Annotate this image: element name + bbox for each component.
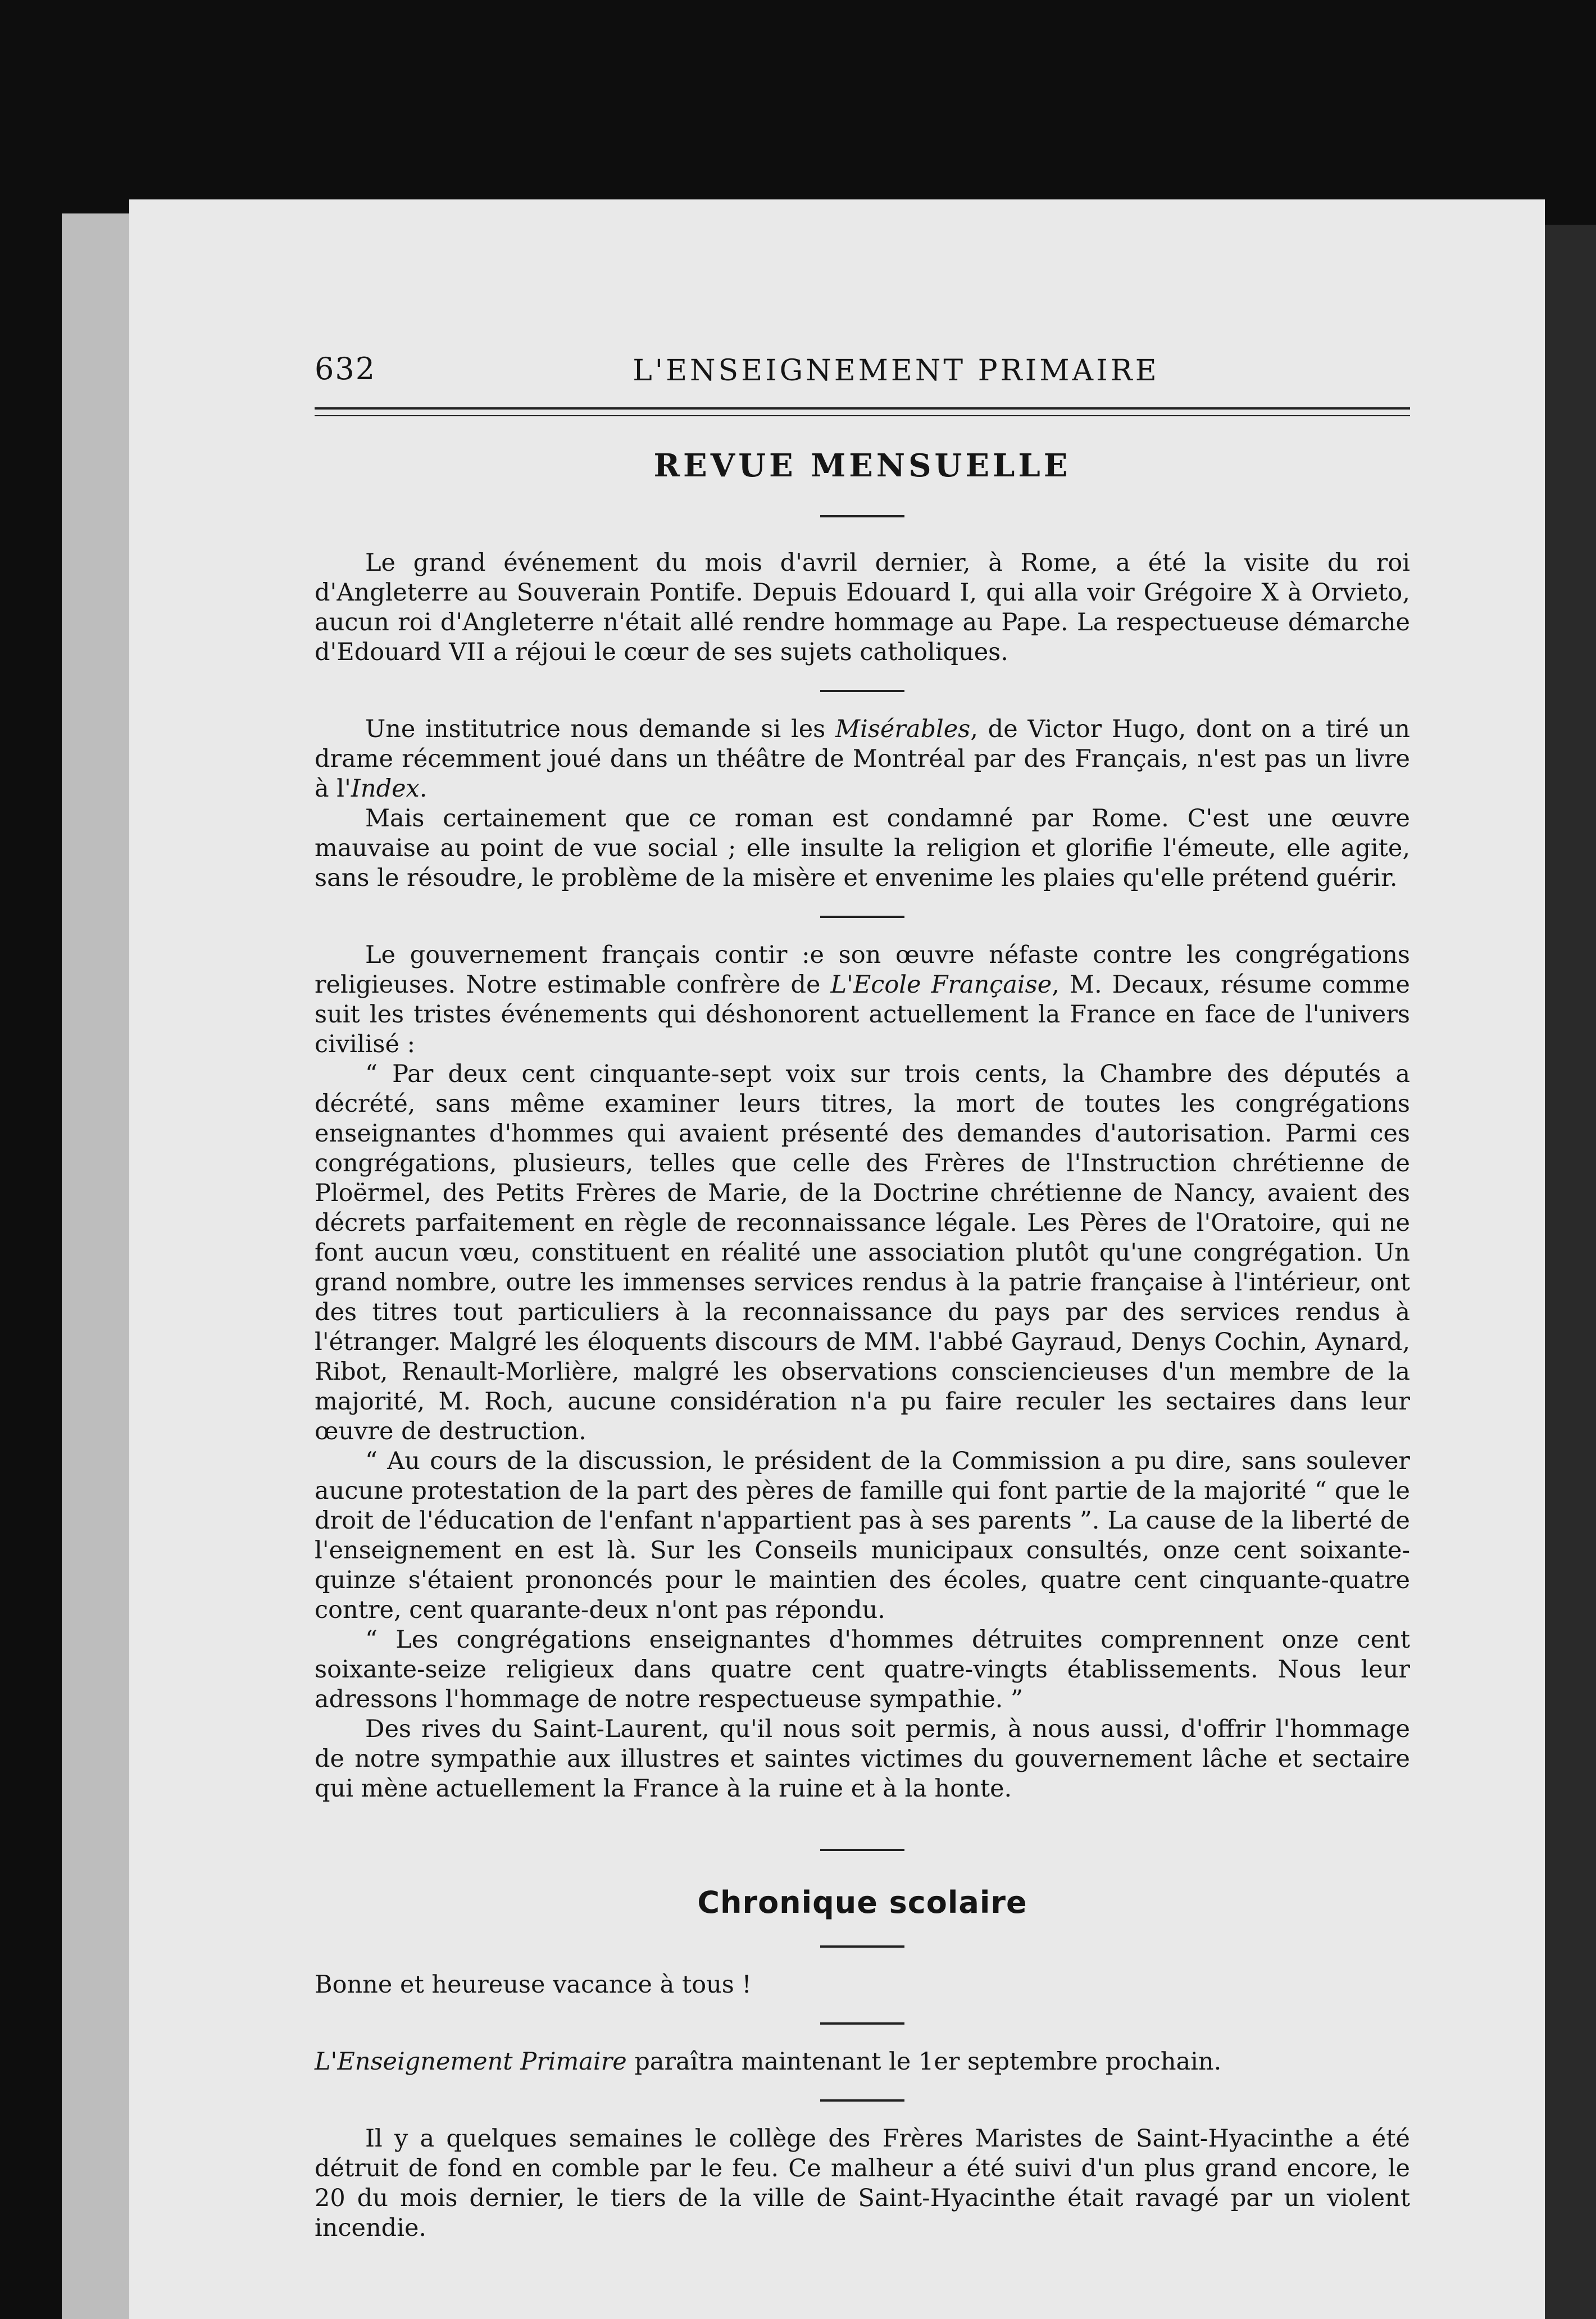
revue-title: REVUE MENSUELLE xyxy=(653,447,1071,484)
section-divider xyxy=(820,916,904,918)
chronique-paragraph-2 xyxy=(315,2047,1410,2077)
section-divider xyxy=(820,1945,904,1948)
text-run: paraîtra maintenant le 1er septembre prochain. xyxy=(626,2048,1222,2076)
header-rule xyxy=(315,407,1410,416)
chronique-paragraph-1: Bonne et heureuse vacance à tous ! xyxy=(315,1971,752,1999)
revue-paragraph-3: Mais certainement que ce roman est condamné par Rome. C'est une œuvre mauvaise au point de vue social ; elle insulte la religion et glorifie l'émeute, elle agite, sans le résoudre, le problème de la misère et envenime les plaies qu'elle prétend guérir. xyxy=(315,804,1410,892)
chronique-paragraph-3: Il y a quelques semaines le collège des Frères Maristes de Saint-Hyacinthe a été détruit de fond en comble par le feu. Ce malheur a été suivi d'un plus grand encore, le 20 du mois dernier, le tiers de la ville de Saint-Hyacinthe était ravagé par un violent incendie. xyxy=(315,2125,1410,2242)
text-run: Le gouvernement français contir :e son œuvre néfaste contre les congrégations religieuses. Notre estimable confrère de xyxy=(315,941,1410,999)
page-content xyxy=(315,340,1410,2243)
page-number: 632 xyxy=(315,351,376,387)
revue-paragraph-4 xyxy=(315,940,1410,1060)
italic-title-miserables: Misérables xyxy=(835,715,971,743)
running-head xyxy=(315,340,1410,407)
text-run: . xyxy=(419,775,428,803)
section-divider xyxy=(820,2099,904,2102)
text-run: Une institutrice nous demande si les xyxy=(365,715,835,743)
section-divider xyxy=(820,2022,904,2025)
revue-paragraph-1: Le grand événement du mois d'avril dernier, à Rome, a été la visite du roi d'Angleterre au Souverain Pontife. Depuis Edouard I, qui alla voir Grégoire X à Orvieto, aucun roi d'Angleterre n'était allé rendre hommage au Pape. La respectueuse démarche d'Edouard VII a réjoui le cœur de ses sujets catholiques. xyxy=(315,549,1410,666)
quote-paragraph-1: “ Par deux cent cinquante-sept voix sur trois cents, la Chambre des députés a décrété, sans même examiner leurs titres, la mort de toutes les congrégations enseignantes d'hommes qui avaient présenté des demandes d'autorisation. Parmi ces congrégations, plusieurs, telles que celle des Frères de l'Instruction chrétienne de Ploërmel, des Petits Frères de Marie, de la Doctrine chrétienne de Nancy, avaient des décrets parfaitement en règle de reconnaissance légale. Les Pères de l'Oratoire, qui ne font aucun vœu, constituent en réalité une association plutôt qu'une congrégation. Un grand nombre, outre les immenses services rendus à la patrie française à l'intérieur, ont des titres tout particuliers à la reconnaissance du pays par des services rendus à l'étranger. Malgré les éloquents discours de MM. l'abbé Gayraud, Denys Cochin, Aynard, Ribot, Renault-Morlière, malgré les observations consciencieuses d'un membre de la majorité, M. Roch, aucune considération n'a pu faire reculer les sectaires dans leur œuvre de destruction. xyxy=(315,1060,1410,1445)
quote-paragraph-3: “ Les congrégations enseignantes d'hommes détruites comprennent onze cent soixante-seize religieux dans quatre cent quatre-vingts établissements. Nous leur adressons l'hommage de notre respectueuse sympathie. ” xyxy=(315,1626,1410,1713)
text-run: , M. Decaux, résume comme suit les tristes événements qui déshonorent actuellement la France en face de l'univers civilisé : xyxy=(315,971,1410,1058)
italic-index: Index xyxy=(351,775,420,803)
revue-paragraph-5: Des rives du Saint-Laurent, qu'il nous soit permis, à nous aussi, d'offrir l'hommage de notre sympathie aux illustres et saintes victimes du gouvernement lâche et sectaire qui mène actuellement la France à la ruine et à la honte. xyxy=(315,1715,1410,1803)
quote-paragraph-2: “ Au cours de la discussion, le président de la Commission a pu dire, sans soulever aucune protestation de la part des pères de famille qui font partie de la majorité “ que le droit de l'éducation de l'enfant n'appartient pas à ses parents ”. La cause de la liberté de l'enseignement en est là. Sur les Conseils municipaux consultés, onze cent soixante-quinze s'étaient prononcés pour le maintien des écoles, quatre cent cinquante-quatre contre, cent quarante-deux n'ont pas répondu. xyxy=(315,1447,1410,1624)
italic-ecole-francaise: L'Ecole Française xyxy=(830,971,1052,999)
section-divider xyxy=(820,1849,904,1851)
section-divider xyxy=(820,690,904,692)
text-run: , de Victor Hugo, dont on a tiré un drame récemment joué dans un théâtre de Montréal par des Français, n'est pas un livre à l' xyxy=(315,715,1410,803)
chronique-title: Chronique scolaire xyxy=(697,1885,1027,1920)
scanned-page xyxy=(129,199,1545,2319)
section-divider xyxy=(820,515,904,517)
journal-title: L'ENSEIGNEMENT PRIMAIRE xyxy=(633,354,1160,388)
revue-paragraph-2 xyxy=(315,715,1410,804)
italic-journal-name: L'Enseignement Primaire xyxy=(315,2048,627,2076)
